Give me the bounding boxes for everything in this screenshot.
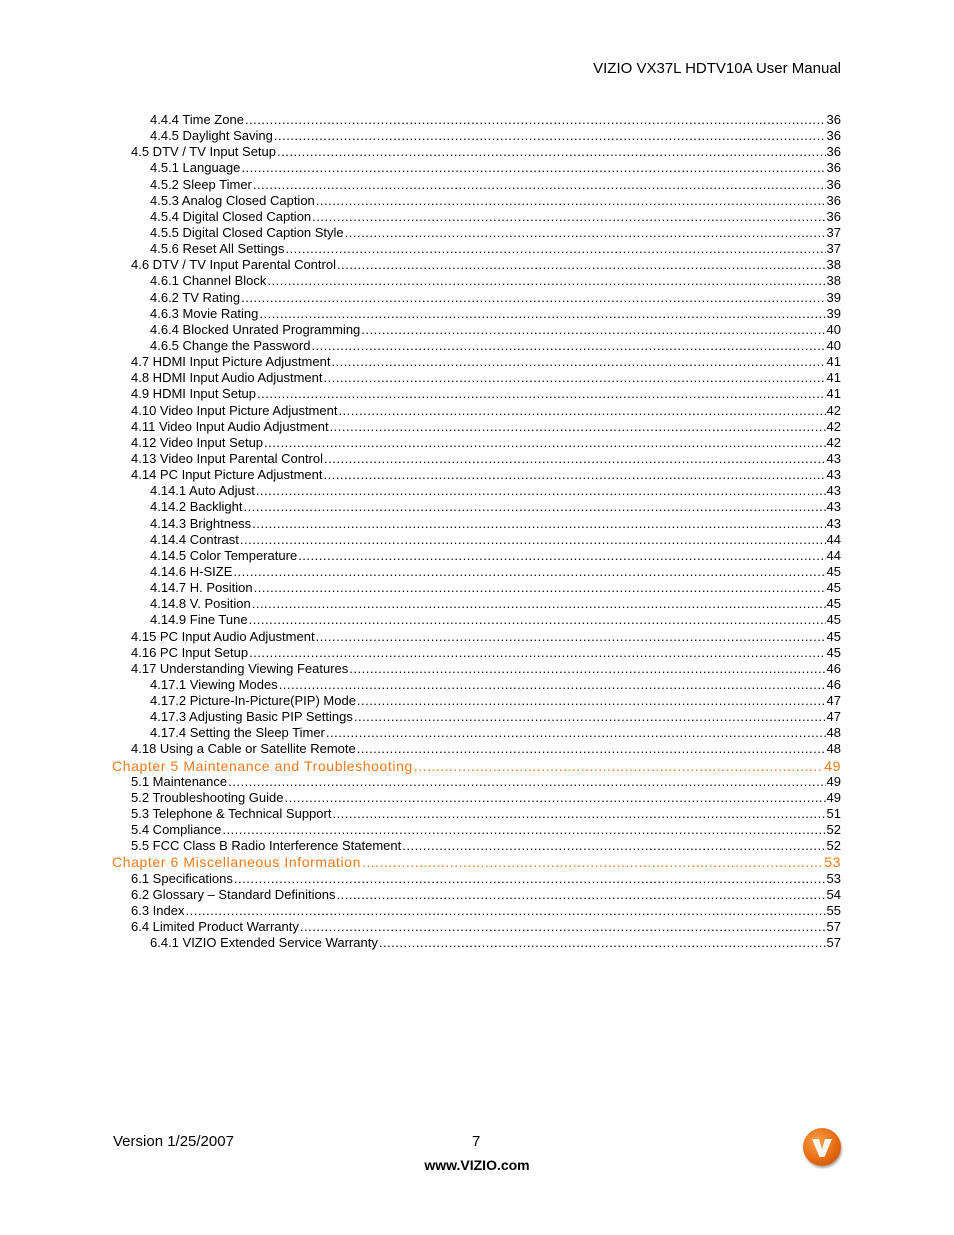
toc-dot-leader <box>240 532 826 548</box>
toc-entry-page: 40 <box>826 321 841 337</box>
toc-entry-title: 6.4 Limited Product Warranty <box>131 919 299 935</box>
toc-dot-leader <box>249 612 826 628</box>
toc-entry-page: 43 <box>826 450 841 466</box>
toc-entry-title: 4.12 Video Input Setup <box>131 434 264 450</box>
toc-entry-title: 4.14.6 H-SIZE <box>150 563 233 579</box>
toc-entry-page: 57 <box>826 935 841 951</box>
toc-entry-page: 43 <box>826 467 841 483</box>
toc-entry-page: 52 <box>826 822 841 838</box>
toc-entry[interactable] <box>0 548 954 564</box>
toc-entry-title: 4.14.1 Auto Adjust <box>150 483 255 499</box>
toc-entry-title: 4.15 PC Input Audio Adjustment <box>131 628 315 644</box>
toc-dot-leader <box>186 903 826 919</box>
toc-entry[interactable] <box>0 370 954 386</box>
toc-entry-title: Chapter 6 Miscellaneous Information <box>112 854 362 871</box>
toc-entry-page: 38 <box>826 273 841 289</box>
toc-entry-title: 4.17 Understanding Viewing Features <box>131 660 349 676</box>
toc-entry-title: 5.5 FCC Class B Radio Interference Statement <box>131 838 402 854</box>
toc-entry-page: 36 <box>826 144 841 160</box>
toc-entry[interactable] <box>0 257 954 273</box>
toc-entry-page: 53 <box>826 870 841 886</box>
toc-entry[interactable] <box>0 629 954 645</box>
toc-entry-page: 36 <box>826 176 841 192</box>
toc-entry-title: 5.1 Maintenance <box>131 773 228 789</box>
toc-dot-leader <box>362 854 823 870</box>
toc-entry[interactable] <box>0 645 954 661</box>
toc-dot-leader <box>361 322 825 338</box>
toc-entry-page: 44 <box>826 531 841 547</box>
toc-entry[interactable] <box>0 419 954 435</box>
toc-entry-title: 4.14.4 Contrast <box>150 531 239 547</box>
toc-entry[interactable] <box>0 435 954 451</box>
toc-chapter-entry[interactable] <box>0 758 954 774</box>
toc-dot-leader <box>300 919 826 935</box>
toc-entry[interactable] <box>0 709 954 725</box>
toc-entry-page: 37 <box>826 241 841 257</box>
toc-entry-page: 45 <box>826 612 841 628</box>
toc-entry-page: 36 <box>826 192 841 208</box>
toc-entry-title: 4.6.5 Change the Password <box>150 337 311 353</box>
toc-entry[interactable] <box>0 516 954 532</box>
toc-entry-title: 4.5.3 Analog Closed Caption <box>150 192 315 208</box>
toc-entry-title: 4.16 PC Input Setup <box>131 644 249 660</box>
toc-entry-page: 42 <box>826 434 841 450</box>
toc-dot-leader <box>254 580 826 596</box>
toc-entry-page: 43 <box>826 499 841 515</box>
toc-entry[interactable] <box>0 209 954 225</box>
toc-entry-title: Chapter 5 Maintenance and Troubleshooting <box>112 757 413 774</box>
toc-entry-page: 52 <box>826 838 841 854</box>
toc-entry-page: 47 <box>826 709 841 725</box>
toc-entry[interactable] <box>0 580 954 596</box>
toc-dot-leader <box>312 209 825 225</box>
toc-dot-leader <box>337 887 826 903</box>
toc-entry-page: 40 <box>826 337 841 353</box>
toc-dot-leader <box>222 822 825 838</box>
toc-entry-page: 54 <box>826 886 841 902</box>
toc-entry-title: 4.6.3 Movie Rating <box>150 305 259 321</box>
toc-entry-title: 5.4 Compliance <box>131 822 222 838</box>
toc-entry[interactable] <box>0 822 954 838</box>
toc-entry[interactable] <box>0 193 954 209</box>
toc-entry-title: 4.18 Using a Cable or Satellite Remote <box>131 741 356 757</box>
toc-dot-leader <box>274 128 826 144</box>
toc-entry[interactable] <box>0 774 954 790</box>
toc-entry[interactable] <box>0 160 954 176</box>
toc-entry-title: 4.14.5 Color Temperature <box>150 547 298 563</box>
toc-entry-page: 48 <box>826 725 841 741</box>
toc-entry-title: 5.3 Telephone & Technical Support <box>131 806 332 822</box>
document-header-title: VIZIO VX37L HDTV10A User Manual <box>593 60 841 77</box>
toc-entry-page: 41 <box>826 386 841 402</box>
toc-entry-page: 49 <box>824 757 841 774</box>
toc-dot-leader <box>228 774 825 790</box>
toc-entry-title: 4.9 HDMI Input Setup <box>131 386 257 402</box>
toc-entry[interactable] <box>0 128 954 144</box>
toc-entry-page: 41 <box>826 370 841 386</box>
toc-dot-leader <box>345 225 826 241</box>
toc-entry-title: 4.14.8 V. Position <box>150 596 251 612</box>
toc-entry-page: 49 <box>826 773 841 789</box>
toc-entry[interactable] <box>0 338 954 354</box>
toc-entry[interactable] <box>0 386 954 402</box>
toc-entry-title: 4.14.3 Brightness <box>150 515 252 531</box>
toc-entry[interactable] <box>0 467 954 483</box>
toc-entry[interactable] <box>0 403 954 419</box>
toc-dot-leader <box>245 112 826 128</box>
table-of-contents <box>0 112 954 951</box>
toc-entry-page: 55 <box>826 902 841 918</box>
toc-entry-title: 6.2 Glossary – Standard Definitions <box>131 886 336 902</box>
toc-entry-page: 43 <box>826 483 841 499</box>
toc-entry-title: 4.6.1 Channel Block <box>150 273 267 289</box>
toc-dot-leader <box>241 160 825 176</box>
toc-dot-leader <box>279 677 826 693</box>
toc-entry-page: 36 <box>826 208 841 224</box>
toc-entry-title: 6.4.1 VIZIO Extended Service Warranty <box>150 935 378 951</box>
toc-entry-page: 45 <box>826 563 841 579</box>
toc-dot-leader <box>285 790 826 806</box>
toc-dot-leader <box>249 645 825 661</box>
toc-entry-page: 42 <box>826 402 841 418</box>
toc-entry-page: 36 <box>826 160 841 176</box>
toc-entry[interactable] <box>0 290 954 306</box>
toc-entry-title: 4.6.2 TV Rating <box>150 289 241 305</box>
toc-entry-page: 53 <box>824 854 841 871</box>
vizio-logo-icon <box>803 1128 841 1166</box>
toc-dot-leader <box>331 354 825 370</box>
toc-entry[interactable] <box>0 112 954 128</box>
toc-entry-title: 6.3 Index <box>131 902 185 918</box>
toc-dot-leader <box>285 241 825 257</box>
toc-dot-leader <box>233 564 825 580</box>
toc-entry[interactable] <box>0 177 954 193</box>
toc-entry-title: 6.1 Specifications <box>131 870 233 886</box>
footer-version: Version 1/25/2007 <box>113 1133 234 1150</box>
toc-dot-leader <box>354 709 826 725</box>
toc-entry-title: 5.2 Troubleshooting Guide <box>131 789 284 805</box>
toc-dot-leader <box>267 273 825 289</box>
toc-entry[interactable] <box>0 483 954 499</box>
toc-dot-leader <box>298 548 825 564</box>
toc-entry[interactable] <box>0 725 954 741</box>
toc-entry-title: 4.10 Video Input Picture Adjustment <box>131 402 338 418</box>
toc-entry[interactable] <box>0 677 954 693</box>
toc-entry-page: 36 <box>826 112 841 127</box>
toc-entry-page: 47 <box>826 693 841 709</box>
toc-entry[interactable] <box>0 903 954 919</box>
toc-entry-page: 49 <box>826 789 841 805</box>
toc-entry-page: 43 <box>826 515 841 531</box>
toc-entry-title: 4.5 DTV / TV Input Setup <box>131 144 277 160</box>
toc-dot-leader <box>234 871 826 887</box>
toc-entry-page: 45 <box>826 644 841 660</box>
toc-entry[interactable] <box>0 532 954 548</box>
toc-dot-leader <box>357 693 826 709</box>
toc-dot-leader <box>338 403 825 419</box>
toc-entry[interactable] <box>0 693 954 709</box>
toc-dot-leader <box>324 467 826 483</box>
toc-entry-title: 4.6 DTV / TV Input Parental Control <box>131 257 336 273</box>
toc-dot-leader <box>252 516 825 532</box>
toc-entry-page: 48 <box>826 741 841 757</box>
toc-entry-page: 45 <box>826 596 841 612</box>
footer-url: www.VIZIO.com <box>424 1157 530 1173</box>
toc-entry[interactable] <box>0 225 954 241</box>
toc-entry[interactable] <box>0 919 954 935</box>
toc-entry[interactable] <box>0 564 954 580</box>
toc-entry-title: 4.4.5 Daylight Saving <box>150 128 273 144</box>
toc-entry[interactable] <box>0 451 954 467</box>
toc-entry-page: 36 <box>826 128 841 144</box>
toc-entry[interactable] <box>0 741 954 757</box>
toc-dot-leader <box>330 419 826 435</box>
footer-page-number: 7 <box>472 1133 481 1150</box>
toc-dot-leader <box>244 499 826 515</box>
toc-dot-leader <box>253 177 826 193</box>
toc-dot-leader <box>316 193 826 209</box>
toc-dot-leader <box>357 741 826 757</box>
toc-entry-page: 45 <box>826 580 841 596</box>
toc-dot-leader <box>256 483 826 499</box>
toc-entry[interactable] <box>0 935 954 951</box>
toc-entry-title: 4.14.7 H. Position <box>150 580 253 596</box>
toc-entry-page: 44 <box>826 547 841 563</box>
toc-dot-leader <box>349 661 825 677</box>
toc-entry-page: 42 <box>826 418 841 434</box>
toc-dot-leader <box>311 338 825 354</box>
toc-entry-title: 4.5.5 Digital Closed Caption Style <box>150 224 344 240</box>
toc-entry-title: 4.14.9 Fine Tune <box>150 612 248 628</box>
toc-dot-leader <box>316 629 826 645</box>
toc-entry-page: 39 <box>826 305 841 321</box>
toc-entry-title: 4.14 PC Input Picture Adjustment <box>131 467 323 483</box>
toc-entry[interactable] <box>0 806 954 822</box>
toc-entry-title: 4.17.4 Setting the Sleep Timer <box>150 725 325 741</box>
toc-entry-title: 4.17.1 Viewing Modes <box>150 676 278 692</box>
toc-entry-page: 37 <box>826 224 841 240</box>
toc-entry[interactable] <box>0 144 954 160</box>
toc-dot-leader <box>414 758 823 774</box>
toc-entry-title: 4.17.3 Adjusting Basic PIP Settings <box>150 709 353 725</box>
toc-entry[interactable] <box>0 790 954 806</box>
toc-entry-title: 4.5.6 Reset All Settings <box>150 241 285 257</box>
toc-entry[interactable] <box>0 871 954 887</box>
toc-entry-page: 51 <box>826 806 841 822</box>
toc-entry-page: 39 <box>826 289 841 305</box>
toc-entry-title: 4.5.2 Sleep Timer <box>150 176 252 192</box>
toc-chapter-entry[interactable] <box>0 854 954 870</box>
toc-dot-leader <box>257 386 826 402</box>
toc-entry[interactable] <box>0 322 954 338</box>
toc-dot-leader <box>337 257 826 273</box>
toc-dot-leader <box>264 435 825 451</box>
toc-dot-leader <box>241 290 825 306</box>
toc-entry-title: 4.11 Video Input Audio Adjustment <box>131 418 329 434</box>
toc-dot-leader <box>324 370 826 386</box>
toc-dot-leader <box>332 806 825 822</box>
toc-entry-title: 4.4.4 Time Zone <box>150 112 244 127</box>
toc-entry[interactable] <box>0 887 954 903</box>
toc-dot-leader <box>277 144 826 160</box>
toc-entry-title: 4.5.4 Digital Closed Caption <box>150 208 312 224</box>
toc-dot-leader <box>402 838 825 854</box>
toc-entry-page: 46 <box>826 660 841 676</box>
toc-entry[interactable] <box>0 273 954 289</box>
toc-entry-title: 4.7 HDMI Input Picture Adjustment <box>131 354 331 370</box>
toc-entry-title: 4.14.2 Backlight <box>150 499 243 515</box>
toc-entry-page: 45 <box>826 628 841 644</box>
toc-entry-title: 4.5.1 Language <box>150 160 241 176</box>
toc-entry-page: 38 <box>826 257 841 273</box>
toc-dot-leader <box>259 306 825 322</box>
toc-entry-title: 4.6.4 Blocked Unrated Programming <box>150 321 361 337</box>
toc-entry[interactable] <box>0 306 954 322</box>
toc-entry-page: 46 <box>826 676 841 692</box>
toc-entry[interactable] <box>0 612 954 628</box>
toc-entry[interactable] <box>0 499 954 515</box>
toc-entry-title: 4.8 HDMI Input Audio Adjustment <box>131 370 323 386</box>
toc-entry[interactable] <box>0 354 954 370</box>
toc-entry[interactable] <box>0 838 954 854</box>
toc-entry-page: 41 <box>826 354 841 370</box>
toc-dot-leader <box>379 935 826 951</box>
toc-dot-leader <box>252 596 826 612</box>
toc-entry[interactable] <box>0 596 954 612</box>
toc-entry-page: 57 <box>826 919 841 935</box>
toc-entry-title: 4.13 Video Input Parental Control <box>131 450 324 466</box>
toc-entry[interactable] <box>0 241 954 257</box>
toc-entry[interactable] <box>0 661 954 677</box>
toc-dot-leader <box>326 725 826 741</box>
toc-entry-title: 4.17.2 Picture-In-Picture(PIP) Mode <box>150 693 356 709</box>
toc-dot-leader <box>324 451 826 467</box>
